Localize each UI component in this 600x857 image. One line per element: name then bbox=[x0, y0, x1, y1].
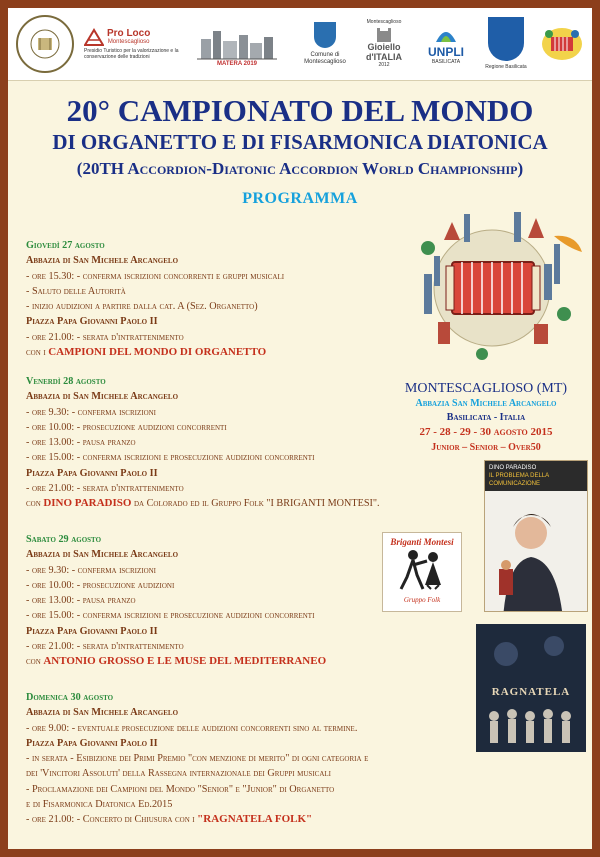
gioiello-year: 2012 bbox=[378, 62, 390, 68]
schedule-line: - ore 21.00: - serata d'intrattenimento bbox=[26, 641, 184, 653]
final-prefix: con i bbox=[26, 347, 49, 359]
final-suffix: da Colorado ed il Gruppo Folk "I BRIGANTI MONTESI". bbox=[131, 498, 380, 510]
mascot-accordion-icon bbox=[539, 24, 585, 64]
schedule-line: - ore 21.00: - serata d'intrattenimento bbox=[26, 331, 184, 343]
gioiello-name: Gioiello d'ITALIA bbox=[366, 42, 402, 62]
event-dates: 27 - 28 - 29 - 30 agosto 2015 bbox=[419, 426, 553, 438]
pro-loco-logo bbox=[84, 14, 182, 74]
unpli-logo bbox=[418, 14, 474, 74]
pro-loco-sub: Montescaglioso bbox=[107, 39, 150, 45]
main-title: 20° CAMPIONATO DEL MONDO bbox=[66, 93, 534, 128]
schedule-line: - ore 9.30: - conferma iscrizioni bbox=[26, 406, 157, 418]
logo-strip bbox=[8, 8, 592, 81]
schedule-line: - ore 10.00: - prosecuzione audizioni bbox=[26, 579, 175, 591]
final-highlight: CAMPIONI DEL MONDO DI ORGANETTO bbox=[48, 346, 267, 359]
programma-heading: PROGRAMMA bbox=[242, 190, 358, 207]
schedule-line: - ore 21.00: - serata d'intrattenimento bbox=[26, 483, 184, 495]
photo3-label: RAGNATELA bbox=[491, 686, 571, 698]
schedule-line: Piazza Papa Giovanni Paolo II bbox=[26, 737, 158, 749]
photo2-top-text: Briganti Montesi bbox=[390, 537, 454, 547]
pro-loco-caption: Presidio Turistico per la valorizzazione e la conservazione delle tradizioni bbox=[84, 48, 179, 60]
day-heading: Domenica 30 agosto bbox=[26, 692, 114, 703]
final-highlight: "RAGNATELA FOLK" bbox=[197, 813, 313, 826]
schedule-line: Piazza Papa Giovanni Paolo II bbox=[26, 625, 158, 637]
comune-label: Comune di Montescaglioso bbox=[304, 52, 346, 65]
castle-icon bbox=[374, 26, 394, 42]
schedule-line: - ore 10.00: - prosecuzione audizioni concorrenti bbox=[26, 421, 227, 433]
schedule-final-line bbox=[26, 812, 496, 827]
schedule-line: - inizio audizioni a partire dalla cat. A (Sez. Organetto) bbox=[26, 301, 258, 313]
unpli-leaf-icon bbox=[432, 22, 460, 46]
final-prefix: con bbox=[26, 498, 44, 510]
event-city: MONTESCAGLIOSO (MT) bbox=[404, 381, 568, 396]
final-prefix: - ore 21.00: - Concerto di Chiusura con i bbox=[26, 814, 198, 826]
pro-loco-name: Pro Loco bbox=[107, 28, 151, 39]
event-venue: Abbazia San Michele Arcangelo bbox=[415, 398, 557, 409]
day-heading: Sabato 29 agosto bbox=[26, 534, 102, 545]
photo1-title: DINO PARADISO bbox=[489, 465, 537, 471]
event-categories: Junior – Senior – Over50 bbox=[431, 442, 541, 453]
regione-shield-icon bbox=[488, 17, 524, 61]
gioiello-top: Montescaglioso bbox=[366, 19, 402, 25]
schedule-line: - Proclamazione dei Campioni del Mondo "Senior" e "Junior" di Organetto bbox=[26, 783, 335, 795]
schedule-line: - ore 15.30: - conferma iscrizioni concorrenti e gruppi musicali bbox=[26, 270, 285, 282]
matera-label: MATERA 2019 bbox=[216, 60, 257, 67]
schedule-line: Piazza Papa Giovanni Paolo II bbox=[26, 316, 158, 328]
schedule-line: dei 'Vincitori Assoluti' della Rassegna internazionale dei Gruppi musicali bbox=[26, 768, 331, 780]
accordion-mascot-logo bbox=[536, 14, 588, 74]
schedule-line: - in serata - Esibizione dei Primi Premio "con menzione di merito" di ogni categoria e bbox=[26, 753, 369, 765]
schedule-line: - ore 15.00: - conferma iscrizioni e prosecuzione audizioni concorrenti bbox=[26, 610, 315, 622]
english-subtitle: (20TH Accordion-Diatonic Accordion World Championship) bbox=[76, 159, 524, 178]
schedule-final-line bbox=[26, 654, 496, 669]
schedule-line: - ore 15.00: - conferma iscrizioni e prosecuzione audizioni concorrenti bbox=[26, 452, 315, 464]
regione-logo bbox=[480, 14, 532, 74]
day-block-giovedi bbox=[26, 238, 496, 360]
comune-shield-icon bbox=[314, 22, 336, 48]
final-highlight: DINO PARADISO bbox=[43, 497, 132, 510]
schedule-line: Abbazia di San Michele Arcangelo bbox=[26, 391, 179, 403]
day-heading: Venerdì 28 agosto bbox=[26, 376, 106, 387]
comune-logo bbox=[290, 14, 360, 74]
schedule-line: Abbazia di San Michele Arcangelo bbox=[26, 549, 179, 561]
schedule-line: - Saluto delle Autorità bbox=[26, 285, 126, 297]
final-highlight: ANTONIO GROSSO E LE MUSE DEL MEDITERRANEO bbox=[43, 655, 327, 668]
schedule-line: - ore 9.30: - conferma iscrizioni bbox=[26, 564, 157, 576]
schedule-line: - ore 9.00: - eventuale prosecuzione delle audizioni concorrenti sino al termine. bbox=[26, 722, 358, 734]
schedule-line: - ore 13.00: - pausa pranzo bbox=[26, 595, 136, 607]
gioiello-logo bbox=[358, 14, 410, 74]
event-region: Basilicata - Italia bbox=[446, 412, 526, 423]
championship-seal bbox=[16, 15, 74, 73]
photo1-subtitle: IL PROBLEMA DELLA COMUNICAZIONE bbox=[489, 473, 549, 487]
unpli-sub: BASILICATA bbox=[431, 59, 461, 65]
pro-loco-icon bbox=[84, 28, 104, 46]
matera-skyline-icon bbox=[197, 21, 277, 61]
dino-paradiso-photo bbox=[484, 460, 588, 612]
matera-logo bbox=[194, 14, 280, 74]
photo2-bottom-text: Gruppo Folk bbox=[403, 596, 441, 604]
day-heading: Giovedì 27 agosto bbox=[26, 240, 105, 251]
day-block-sabato bbox=[26, 532, 496, 670]
unpli-name: UNPLI bbox=[428, 45, 464, 59]
schedule-line: Abbazia di San Michele Arcangelo bbox=[26, 255, 179, 267]
poster bbox=[8, 8, 592, 849]
schedule-line: e di Fisarmonica Diatonica Ed.2015 bbox=[26, 799, 173, 811]
performer-figure-icon bbox=[485, 491, 587, 612]
regione-label: Regione Basilicata bbox=[485, 64, 527, 70]
schedule-line: - ore 13.00: - pausa pranzo bbox=[26, 437, 136, 449]
subtitle: DI ORGANETTO E DI FISARMONICA DIATONICA bbox=[52, 130, 548, 154]
day-block-venerdi bbox=[26, 374, 496, 512]
championship-seal-logo bbox=[14, 14, 76, 74]
schedule-final-line bbox=[26, 496, 496, 511]
day-block-domenica bbox=[26, 690, 496, 828]
schedule-line: Abbazia di San Michele Arcangelo bbox=[26, 707, 179, 719]
final-prefix: con bbox=[26, 656, 44, 668]
schedule-final-line bbox=[26, 345, 496, 360]
schedule-line: Piazza Papa Giovanni Paolo II bbox=[26, 467, 158, 479]
